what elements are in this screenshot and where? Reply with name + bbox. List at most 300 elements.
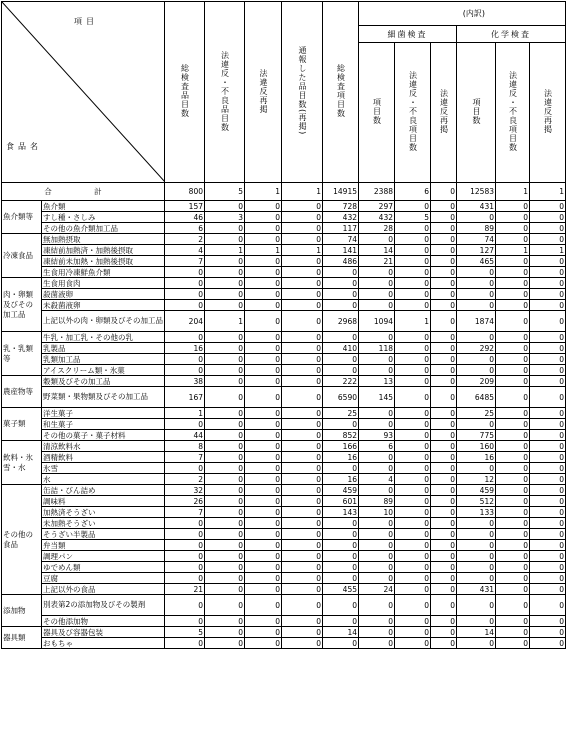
- value-cell: 0: [282, 376, 323, 387]
- value-cell: 1: [530, 245, 566, 256]
- value-cell: 28: [359, 223, 395, 234]
- value-cell: 0: [323, 354, 359, 365]
- value-cell: 6: [359, 441, 395, 452]
- total-row: [2, 183, 566, 201]
- food-name-cell: 別表第2の添加物及びその製剤: [42, 595, 165, 616]
- value-cell: 0: [431, 311, 457, 332]
- value-cell: 0: [395, 540, 431, 551]
- bacteria-test-header: 細菌検査: [359, 26, 457, 43]
- value-cell: 0: [431, 562, 457, 573]
- value-cell: 0: [205, 529, 245, 540]
- value-cell: 0: [457, 365, 496, 376]
- value-cell: 1: [395, 311, 431, 332]
- value-cell: 1: [205, 311, 245, 332]
- value-cell: 0: [395, 573, 431, 584]
- value-cell: 0: [496, 627, 530, 638]
- value-cell: 0: [496, 332, 530, 343]
- value-cell: 0: [282, 300, 323, 311]
- value-cell: 0: [245, 584, 282, 595]
- diagonal-line: [2, 2, 165, 182]
- value-cell: 0: [496, 463, 530, 474]
- value-cell: 0: [496, 616, 530, 627]
- food-name-cell: 無加熱摂取: [42, 234, 165, 245]
- value-cell: 0: [457, 300, 496, 311]
- value-cell: 0: [245, 430, 282, 441]
- food-name-cell: そうざい半製品: [42, 529, 165, 540]
- value-cell: 432: [359, 212, 395, 223]
- value-cell: 0: [395, 638, 431, 649]
- value-cell: 0: [245, 562, 282, 573]
- value-cell: 0: [395, 201, 431, 212]
- value-cell: 0: [282, 638, 323, 649]
- table-row: [2, 387, 566, 408]
- value-cell: 0: [205, 616, 245, 627]
- value-cell: 0: [282, 289, 323, 300]
- value-cell: 1: [245, 245, 282, 256]
- value-cell: 0: [496, 595, 530, 616]
- value-cell: 0: [359, 551, 395, 562]
- value-cell: 0: [457, 638, 496, 649]
- value-cell: 0: [431, 212, 457, 223]
- total-cell: 1: [282, 183, 323, 201]
- value-cell: 0: [359, 595, 395, 616]
- value-cell: 0: [282, 616, 323, 627]
- value-cell: 0: [245, 474, 282, 485]
- value-cell: 0: [431, 223, 457, 234]
- table-row: [2, 584, 566, 595]
- value-cell: 0: [282, 223, 323, 234]
- value-cell: 0: [457, 540, 496, 551]
- value-cell: 0: [359, 616, 395, 627]
- value-cell: 0: [205, 278, 245, 289]
- value-cell: 0: [205, 234, 245, 245]
- value-cell: 5: [165, 627, 205, 638]
- value-cell: 0: [282, 540, 323, 551]
- col-bacteria-items: 項目数: [359, 43, 395, 183]
- value-cell: 32: [165, 485, 205, 496]
- food-name-cell: 未加熱そうざい: [42, 518, 165, 529]
- value-cell: 44: [165, 430, 205, 441]
- food-name-cell: すし種・さしみ: [42, 212, 165, 223]
- value-cell: 0: [245, 573, 282, 584]
- food-name-cell: 水: [42, 474, 165, 485]
- value-cell: 0: [496, 408, 530, 419]
- value-cell: 0: [205, 408, 245, 419]
- food-name-cell: 殺菌液卵: [42, 289, 165, 300]
- food-name-cell: 豆腐: [42, 573, 165, 584]
- value-cell: 0: [431, 638, 457, 649]
- value-cell: 0: [431, 496, 457, 507]
- value-cell: 0: [323, 278, 359, 289]
- value-cell: 0: [282, 573, 323, 584]
- value-cell: 74: [457, 234, 496, 245]
- value-cell: 0: [496, 573, 530, 584]
- value-cell: 465: [457, 256, 496, 267]
- value-cell: 222: [323, 376, 359, 387]
- value-cell: 0: [395, 496, 431, 507]
- value-cell: 0: [323, 332, 359, 343]
- table-row: [2, 627, 566, 638]
- value-cell: 0: [496, 562, 530, 573]
- food-name-cell: 凍結前未加熱・加熱後摂取: [42, 256, 165, 267]
- value-cell: 0: [205, 627, 245, 638]
- value-cell: 0: [205, 551, 245, 562]
- value-cell: 0: [395, 595, 431, 616]
- value-cell: 0: [359, 518, 395, 529]
- value-cell: 0: [431, 387, 457, 408]
- value-cell: 0: [323, 562, 359, 573]
- value-cell: 0: [395, 441, 431, 452]
- value-cell: 13: [359, 376, 395, 387]
- value-cell: 0: [245, 452, 282, 463]
- value-cell: 0: [457, 463, 496, 474]
- value-cell: 0: [496, 354, 530, 365]
- value-cell: 0: [282, 627, 323, 638]
- category-cell: 菓子類: [2, 408, 42, 441]
- value-cell: 0: [431, 430, 457, 441]
- value-cell: 0: [282, 419, 323, 430]
- value-cell: 0: [530, 289, 566, 300]
- table-row: [2, 551, 566, 562]
- value-cell: 16: [457, 452, 496, 463]
- value-cell: 0: [205, 201, 245, 212]
- value-cell: 0: [395, 474, 431, 485]
- value-cell: 0: [496, 452, 530, 463]
- value-cell: 728: [323, 201, 359, 212]
- table-row: [2, 496, 566, 507]
- table-row: [2, 212, 566, 223]
- value-cell: 0: [530, 343, 566, 354]
- value-cell: 0: [431, 300, 457, 311]
- value-cell: 0: [282, 365, 323, 376]
- value-cell: 0: [245, 540, 282, 551]
- value-cell: 0: [530, 529, 566, 540]
- col-chemical-repost: 法違反再掲: [530, 43, 566, 183]
- value-cell: 0: [496, 430, 530, 441]
- value-cell: 512: [457, 496, 496, 507]
- value-cell: 3: [205, 212, 245, 223]
- value-cell: 0: [205, 485, 245, 496]
- table-body: [2, 183, 566, 649]
- value-cell: 0: [245, 529, 282, 540]
- value-cell: 0: [496, 474, 530, 485]
- value-cell: 0: [245, 485, 282, 496]
- food-name-cell: その他の菓子・菓子材料: [42, 430, 165, 441]
- item-label: 項目: [74, 17, 98, 26]
- value-cell: 0: [205, 507, 245, 518]
- value-cell: 2: [165, 234, 205, 245]
- value-cell: 0: [395, 267, 431, 278]
- value-cell: 0: [431, 595, 457, 616]
- value-cell: 0: [530, 419, 566, 430]
- value-cell: 0: [359, 332, 395, 343]
- food-name-cell: 乳製品: [42, 343, 165, 354]
- value-cell: 0: [431, 201, 457, 212]
- table-row: [2, 234, 566, 245]
- value-cell: 0: [395, 562, 431, 573]
- food-name-label: 食品名: [6, 142, 42, 151]
- value-cell: 6485: [457, 387, 496, 408]
- value-cell: 0: [395, 627, 431, 638]
- table-row: [2, 256, 566, 267]
- value-cell: 0: [457, 419, 496, 430]
- value-cell: 0: [496, 289, 530, 300]
- value-cell: 0: [496, 551, 530, 562]
- value-cell: 1094: [359, 311, 395, 332]
- value-cell: 0: [530, 540, 566, 551]
- value-cell: 0: [323, 540, 359, 551]
- value-cell: 0: [530, 267, 566, 278]
- value-cell: 14: [359, 245, 395, 256]
- value-cell: 0: [395, 507, 431, 518]
- value-cell: 0: [395, 419, 431, 430]
- value-cell: 0: [359, 627, 395, 638]
- value-cell: 0: [431, 584, 457, 595]
- table-row: [2, 332, 566, 343]
- food-name-cell: 調理パン: [42, 551, 165, 562]
- value-cell: 8: [165, 441, 205, 452]
- value-cell: 0: [245, 201, 282, 212]
- value-cell: 0: [530, 408, 566, 419]
- value-cell: 0: [282, 256, 323, 267]
- value-cell: 410: [323, 343, 359, 354]
- value-cell: 0: [359, 408, 395, 419]
- value-cell: 16: [323, 452, 359, 463]
- value-cell: 0: [282, 201, 323, 212]
- table-row: [2, 529, 566, 540]
- value-cell: 0: [431, 441, 457, 452]
- value-cell: 431: [457, 584, 496, 595]
- value-cell: 0: [205, 518, 245, 529]
- value-cell: 0: [165, 354, 205, 365]
- value-cell: 0: [395, 289, 431, 300]
- value-cell: 0: [530, 430, 566, 441]
- category-cell: 肉・卵類及びその加工品: [2, 278, 42, 332]
- value-cell: 7: [165, 256, 205, 267]
- value-cell: 0: [496, 441, 530, 452]
- value-cell: 0: [496, 223, 530, 234]
- total-cell: 1: [496, 183, 530, 201]
- food-name-cell: 凍結前加熱済・加熱後摂取: [42, 245, 165, 256]
- value-cell: 117: [323, 223, 359, 234]
- value-cell: 0: [205, 638, 245, 649]
- value-cell: 0: [530, 223, 566, 234]
- value-cell: 0: [323, 551, 359, 562]
- table-row: [2, 507, 566, 518]
- value-cell: 0: [205, 289, 245, 300]
- value-cell: 0: [165, 463, 205, 474]
- value-cell: 0: [395, 551, 431, 562]
- food-name-cell: アイスクリーム類・氷菓: [42, 365, 165, 376]
- table-row: [2, 441, 566, 452]
- value-cell: 0: [530, 441, 566, 452]
- value-cell: 0: [323, 573, 359, 584]
- value-cell: 0: [359, 540, 395, 551]
- value-cell: 0: [530, 256, 566, 267]
- value-cell: 7: [165, 507, 205, 518]
- value-cell: 0: [323, 463, 359, 474]
- food-name-cell: 器具及び容器包装: [42, 627, 165, 638]
- category-cell: 器具類: [2, 627, 42, 649]
- value-cell: 431: [457, 201, 496, 212]
- breakdown-label: (内訳): [359, 2, 566, 26]
- value-cell: 0: [282, 278, 323, 289]
- value-cell: 0: [205, 354, 245, 365]
- value-cell: 0: [282, 354, 323, 365]
- value-cell: 0: [165, 562, 205, 573]
- value-cell: 0: [530, 518, 566, 529]
- value-cell: 4: [359, 474, 395, 485]
- value-cell: 297: [359, 201, 395, 212]
- value-cell: 0: [282, 474, 323, 485]
- value-cell: 0: [165, 289, 205, 300]
- food-name-cell: 洋生菓子: [42, 408, 165, 419]
- value-cell: 0: [359, 638, 395, 649]
- value-cell: 0: [431, 245, 457, 256]
- value-cell: 0: [205, 223, 245, 234]
- value-cell: 160: [457, 441, 496, 452]
- value-cell: 0: [395, 256, 431, 267]
- value-cell: 0: [431, 267, 457, 278]
- food-name-cell: その他の魚介類加工品: [42, 223, 165, 234]
- value-cell: 14: [457, 627, 496, 638]
- value-cell: 0: [323, 365, 359, 376]
- value-cell: 0: [496, 376, 530, 387]
- table-row: [2, 289, 566, 300]
- value-cell: 0: [323, 595, 359, 616]
- food-name-cell: 弁当類: [42, 540, 165, 551]
- category-cell: その他の食品: [2, 485, 42, 595]
- col-bacteria-violation: 法違反・不良項目数: [395, 43, 431, 183]
- value-cell: 0: [496, 201, 530, 212]
- value-cell: 0: [165, 300, 205, 311]
- value-cell: 0: [496, 540, 530, 551]
- value-cell: 0: [205, 573, 245, 584]
- value-cell: 459: [323, 485, 359, 496]
- value-cell: 0: [457, 595, 496, 616]
- value-cell: 0: [395, 485, 431, 496]
- value-cell: 0: [359, 267, 395, 278]
- value-cell: 0: [431, 376, 457, 387]
- col-violation-repost: 法違反再掲: [245, 2, 282, 183]
- value-cell: 852: [323, 430, 359, 441]
- value-cell: 0: [496, 507, 530, 518]
- value-cell: 0: [530, 474, 566, 485]
- value-cell: 0: [282, 452, 323, 463]
- value-cell: 89: [457, 223, 496, 234]
- food-name-cell: 調味料: [42, 496, 165, 507]
- value-cell: 0: [205, 441, 245, 452]
- value-cell: 0: [395, 616, 431, 627]
- category-cell: 冷凍食品: [2, 234, 42, 278]
- value-cell: 0: [431, 332, 457, 343]
- value-cell: 118: [359, 343, 395, 354]
- value-cell: 0: [496, 529, 530, 540]
- value-cell: 0: [245, 376, 282, 387]
- value-cell: 0: [282, 408, 323, 419]
- table-row: [2, 485, 566, 496]
- value-cell: 4: [165, 245, 205, 256]
- header-diagonal-cell: [2, 2, 165, 183]
- food-name-cell: 野菜類・果物類及びその加工品: [42, 387, 165, 408]
- value-cell: 0: [530, 595, 566, 616]
- value-cell: 0: [323, 616, 359, 627]
- value-cell: 0: [165, 419, 205, 430]
- table-row: [2, 343, 566, 354]
- value-cell: 0: [359, 452, 395, 463]
- value-cell: 0: [530, 212, 566, 223]
- value-cell: 0: [205, 256, 245, 267]
- value-cell: 0: [282, 332, 323, 343]
- category-cell: 魚介類等: [2, 201, 42, 234]
- value-cell: 21: [165, 584, 205, 595]
- value-cell: 0: [496, 496, 530, 507]
- value-cell: 0: [457, 267, 496, 278]
- value-cell: 0: [431, 256, 457, 267]
- value-cell: 0: [431, 616, 457, 627]
- value-cell: 0: [395, 354, 431, 365]
- value-cell: 0: [165, 540, 205, 551]
- value-cell: 145: [359, 387, 395, 408]
- value-cell: 0: [530, 551, 566, 562]
- value-cell: 21: [359, 256, 395, 267]
- value-cell: 0: [165, 616, 205, 627]
- value-cell: 0: [530, 496, 566, 507]
- value-cell: 0: [496, 343, 530, 354]
- value-cell: 0: [395, 584, 431, 595]
- value-cell: 0: [395, 332, 431, 343]
- value-cell: 5: [395, 212, 431, 223]
- food-name-cell: その他添加物: [42, 616, 165, 627]
- table-row: [2, 430, 566, 441]
- total-cell: 6: [395, 183, 431, 201]
- value-cell: 0: [530, 332, 566, 343]
- total-cell: 5: [205, 183, 245, 201]
- col-total-tests: 総検査項目数: [323, 2, 359, 183]
- food-name-cell: ゆでめん類: [42, 562, 165, 573]
- col-total-items: 総検査品目数: [165, 2, 205, 183]
- value-cell: 0: [431, 551, 457, 562]
- value-cell: 0: [205, 595, 245, 616]
- value-cell: 0: [431, 419, 457, 430]
- value-cell: 0: [165, 278, 205, 289]
- value-cell: 0: [205, 343, 245, 354]
- table-row: [2, 201, 566, 212]
- value-cell: 0: [323, 289, 359, 300]
- value-cell: 0: [282, 485, 323, 496]
- value-cell: 167: [165, 387, 205, 408]
- value-cell: 0: [205, 332, 245, 343]
- value-cell: 0: [457, 289, 496, 300]
- value-cell: 24: [359, 584, 395, 595]
- value-cell: 2: [165, 474, 205, 485]
- value-cell: 0: [496, 300, 530, 311]
- value-cell: 0: [245, 387, 282, 408]
- value-cell: 0: [205, 430, 245, 441]
- value-cell: 0: [245, 332, 282, 343]
- value-cell: 0: [359, 573, 395, 584]
- value-cell: 0: [165, 332, 205, 343]
- table-row: [2, 518, 566, 529]
- value-cell: 0: [395, 376, 431, 387]
- value-cell: 1874: [457, 311, 496, 332]
- value-cell: 0: [245, 638, 282, 649]
- value-cell: 0: [395, 408, 431, 419]
- value-cell: 0: [165, 365, 205, 376]
- value-cell: 0: [395, 278, 431, 289]
- value-cell: 25: [457, 408, 496, 419]
- value-cell: 601: [323, 496, 359, 507]
